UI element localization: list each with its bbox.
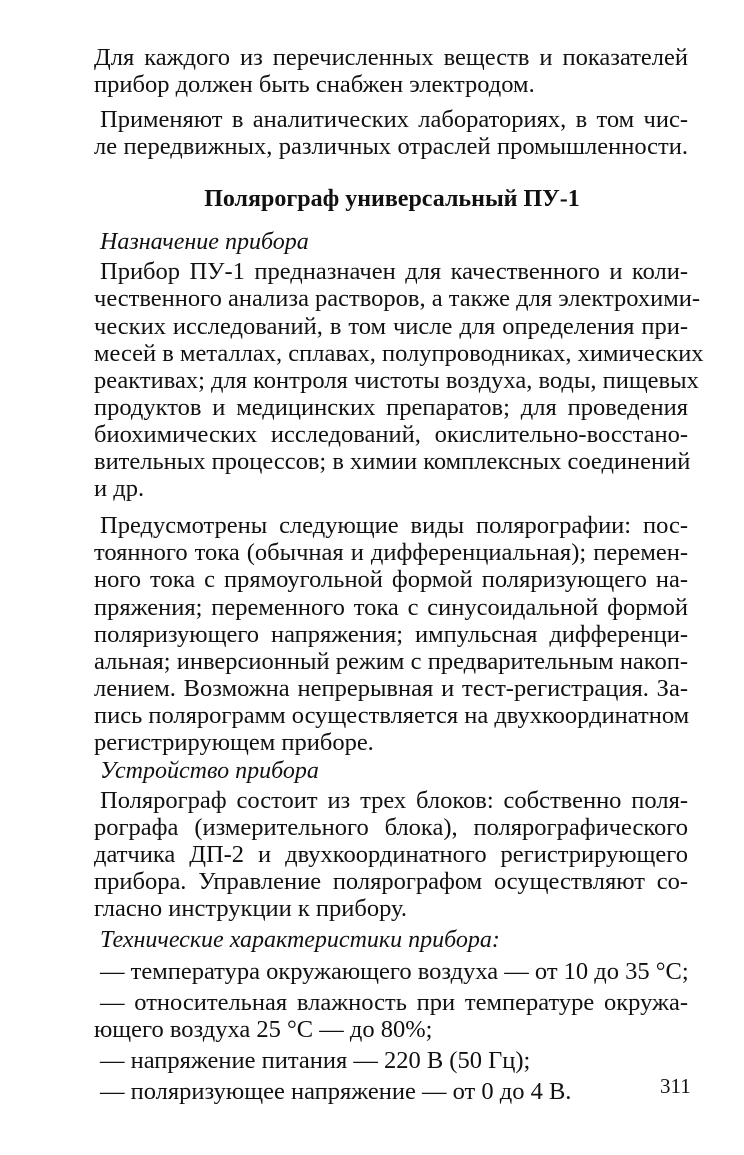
text-line: — относительная влажность при температуре окружа- [100,988,688,1016]
text-line: месей в металлах, сплавах, полупроводниках, химических [94,339,704,367]
paragraph-2 [96,106,688,160]
text-line: датчика ДП-2 и двухкоординатного регистрирующего [94,841,688,869]
text-line: Для каждого из перечисленных веществ и показателей [94,44,688,71]
section-heading: Полярограф универсальный ПУ-1 [204,186,580,213]
text-line: прибор должен быть снабжен электродом. [94,71,535,99]
paragraph-purpose [94,258,704,503]
text-line: чественного анализа растворов, а также для электрохими- [94,285,700,313]
text-line: продуктов и медицинских препаратов; для проведения [94,393,688,421]
subheading-specs: Технические характеристики прибора: [100,926,500,953]
text-line: пись полярограмм осуществляется на двухкоординатном [94,701,690,729]
text-line: Применяют в аналитических лабораториях, в том чис- [100,106,688,134]
text-line: вительных процессов; в химии комплексных соединений [94,448,691,476]
spec-item [96,989,688,1043]
text-line: и др. [94,475,145,503]
text-line: альная; инверсионный режим с предварительным накоп- [94,647,688,675]
text-line: рографа (измерительного блока), полярографического [94,814,688,842]
subheading-device: Устройство прибора [100,758,319,785]
spec-item: — напряжение питания — 220 В (50 Гц); [100,1046,531,1074]
text-line: реактивах; для контроля чистоты воздуха, воды, пищевых [94,366,699,394]
paragraph-device [96,787,688,922]
text-line: гласно инструкции к прибору. [94,895,407,923]
paragraph-types [96,512,688,756]
text-line: пряжения; переменного тока с синусоидальной формой [94,593,688,621]
spec-item: — поляризующее напряжение — от 0 до 4 В. [100,1077,572,1105]
text-line: Предусмотрены следующие виды полярографии: пос- [100,512,688,540]
text-line: Полярограф состоит из трех блоков: собственно поля- [100,787,688,815]
subheading-purpose: Назначение прибора [100,229,309,256]
paragraph-1 [94,44,688,98]
text-line: ного тока с прямоугольной формой поляризующего на- [94,566,688,594]
text-line: ческих исследований, в том числе для определения при- [94,312,688,340]
page-content [94,44,704,1105]
text-line: ле передвижных, различных отраслей промышленности. [94,133,688,161]
page-number: 311 [660,1074,691,1098]
specs-list [96,958,688,1105]
text-line: поляризующего напряжения; импульсная дифференци- [94,620,688,648]
text-line: Прибор ПУ-1 предназначен для качественного и коли- [100,258,688,286]
text-line: тоянного тока (обычная и дифференциальная); перемен- [94,539,688,567]
text-line: регистрирующем приборе. [94,728,374,756]
text-line: прибора. Управление полярографом осуществляют со- [94,868,688,896]
text-line: лением. Возможна непрерывная и тест-регистрация. За- [94,674,688,702]
text-line: ющего воздуха 25 °С — до 80%; [94,1015,433,1043]
text-line: биохимических исследований, окислительно-восстано- [94,420,688,448]
spec-item: — температура окружающего воздуха — от 10 до 35 °С; [100,957,689,985]
